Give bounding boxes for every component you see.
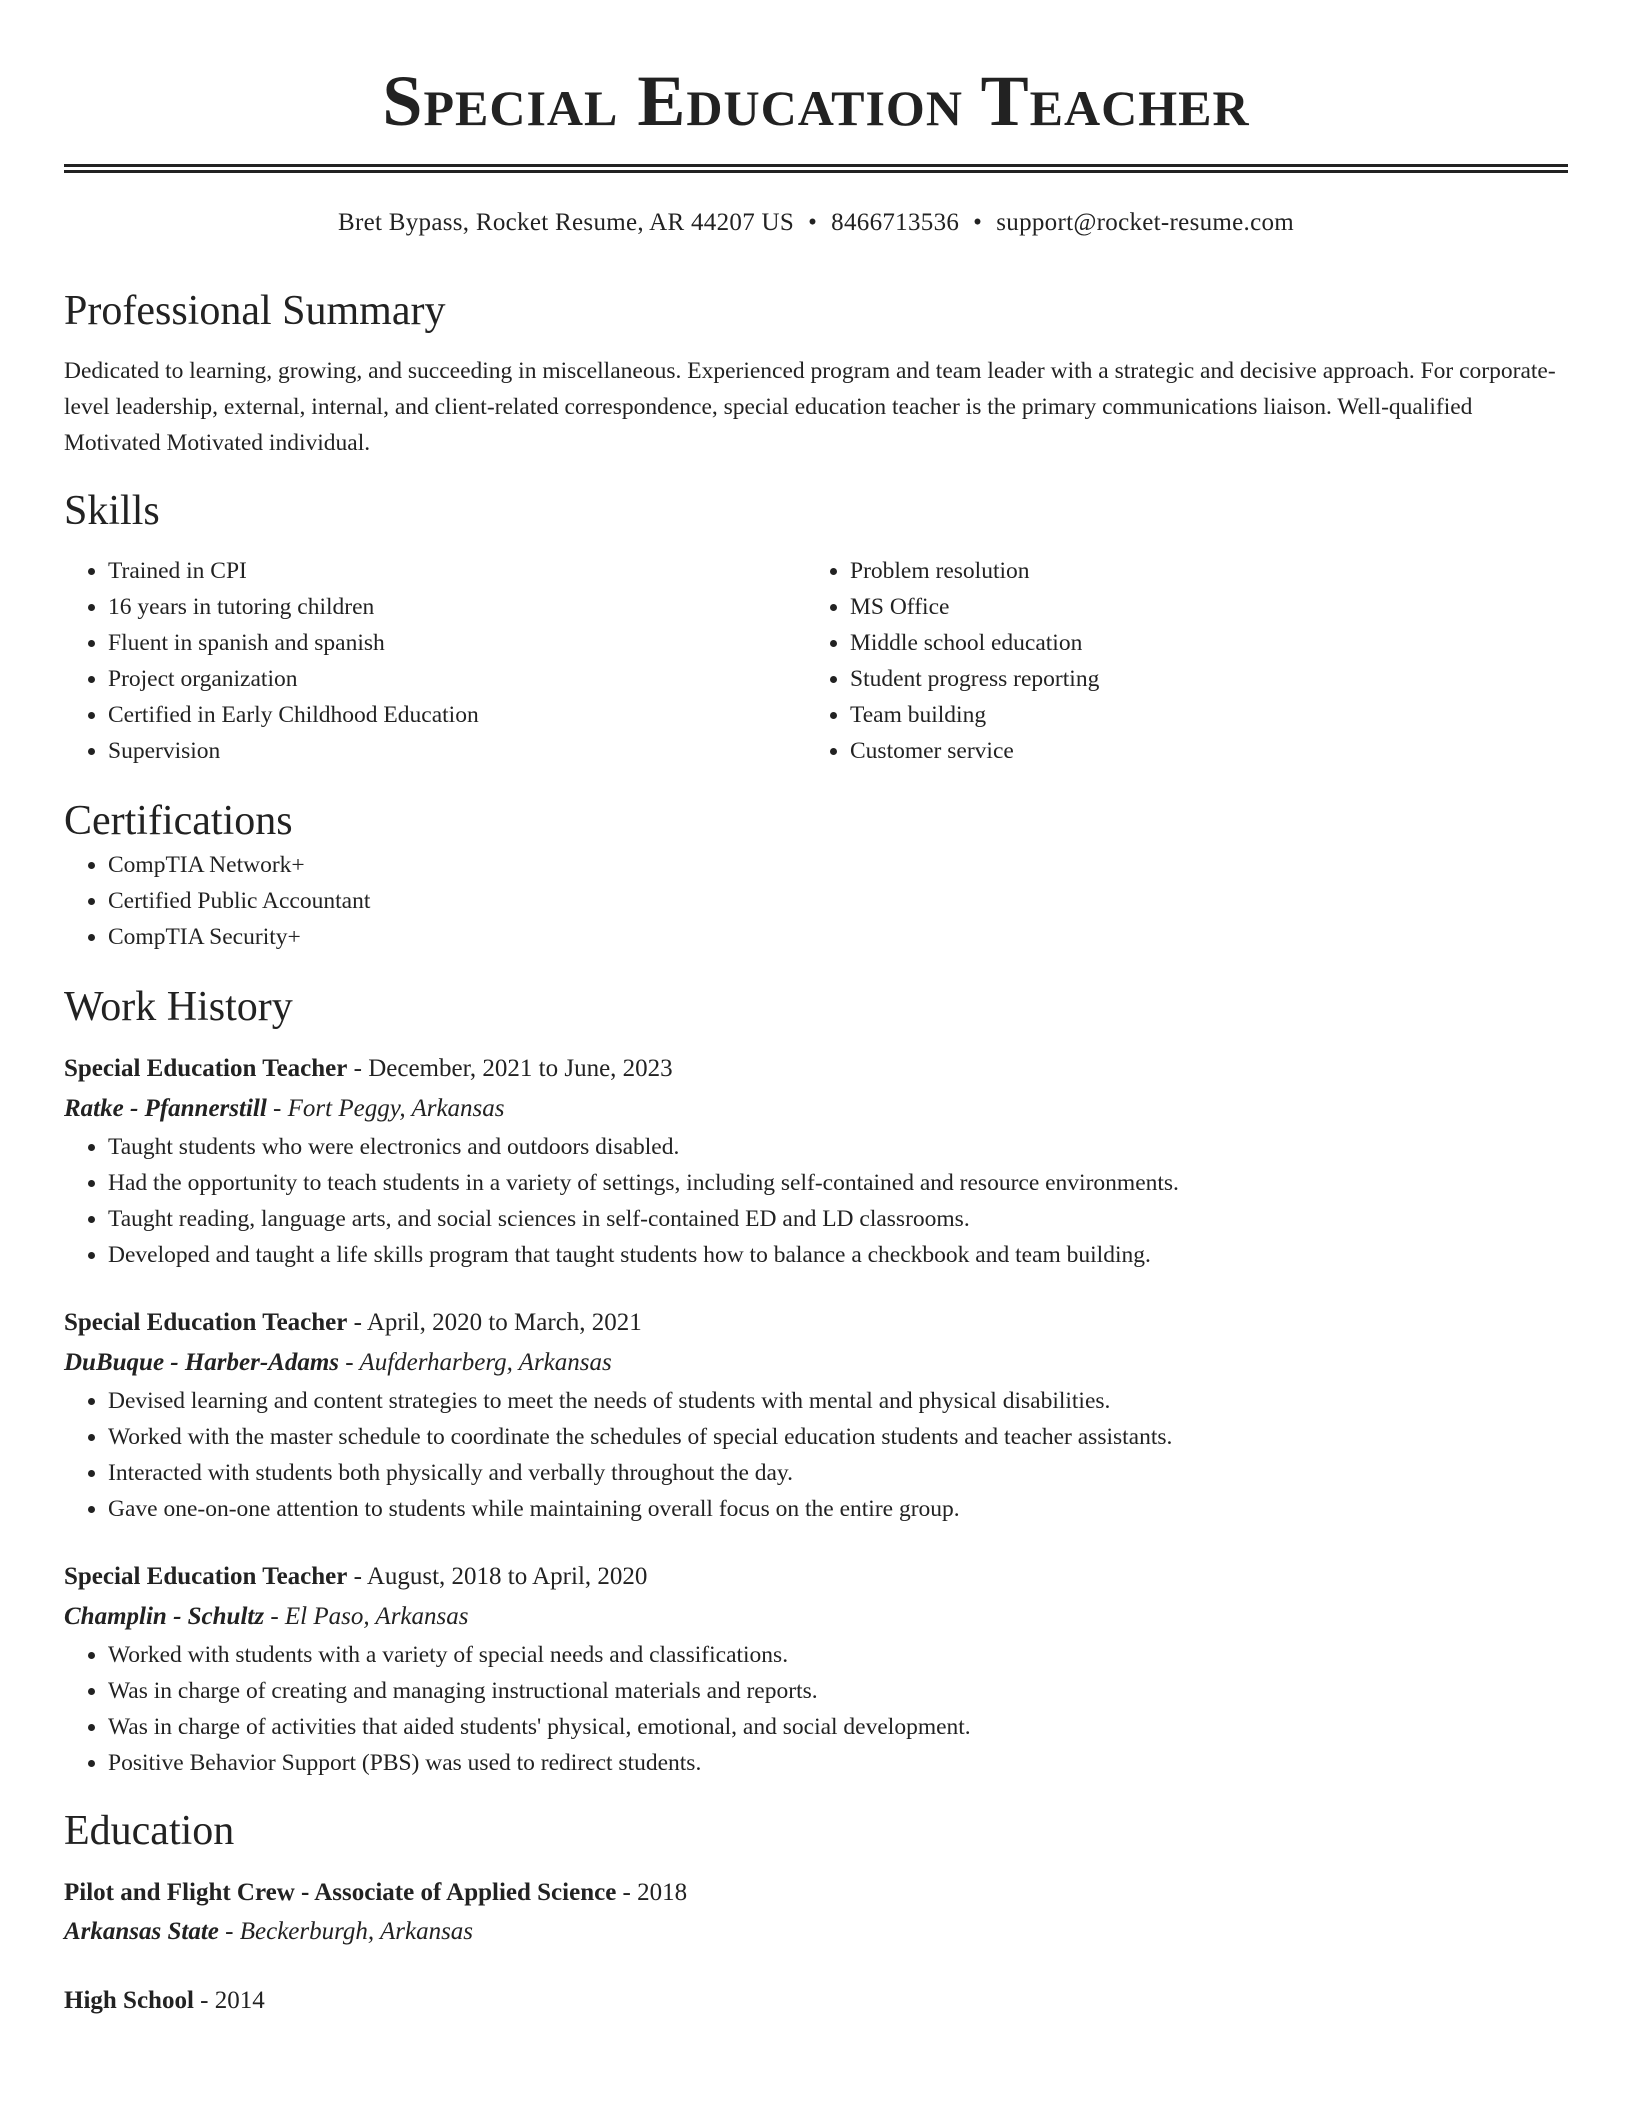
job-duty: • Was in charge of activities that aided students' physical, emotional, and social development. [108, 1709, 1568, 1745]
job-duty: • Was in charge of creating and managing instructional materials and reports. [108, 1673, 1568, 1709]
certification-item: • CompTIA Network+ [108, 847, 1568, 883]
job-title-line [64, 1303, 1568, 1343]
certification-item: • Certified Public Accountant [108, 883, 1568, 919]
education-dash: - [218, 1918, 240, 1945]
summary-text: Dedicated to learning, growing, and succeeding in miscellaneous. Experienced program and team leader with a strategic and decisive approach. For corporate-level leadership, external, internal, and client-related correspondence, special education teacher is the primary communications liaison. Well-qualified Motivated Motivated individual. [64, 358, 1556, 456]
skills-column-left [64, 553, 806, 769]
job-duties-list [64, 1383, 1568, 1527]
job-role: Special Education Teacher [64, 1309, 348, 1336]
education-location: Beckerburgh, Arkansas [239, 1918, 474, 1945]
job-location: Aufderharberg, Arkansas [359, 1349, 612, 1376]
education-heading: Education [64, 1808, 235, 1854]
job-employer: Champlin - Schultz [64, 1603, 265, 1630]
job-duty: • Taught students who were electronics and outdoors disabled. [108, 1129, 1568, 1165]
job-duty: • Developed and taught a life skills program that taught students how to balance a checkbook and team building. [108, 1237, 1568, 1273]
skill-item: • Customer service [850, 733, 1548, 769]
job-employer-line [64, 1597, 1568, 1637]
contact-separator: • [808, 209, 818, 236]
job-duty: • Worked with the master schedule to coordinate the schedules of special education students and teacher assistants. [108, 1419, 1568, 1455]
contact-phone: 8466713536 [831, 209, 960, 236]
job-location: El Paso, Arkansas [284, 1603, 469, 1630]
job-dash: - [264, 1603, 285, 1630]
education-school-line [64, 1913, 1568, 1951]
skill-item: • Fluent in spanish and spanish [108, 625, 806, 661]
skill-item: • Team building [850, 697, 1548, 733]
job-dash: - [266, 1095, 288, 1122]
job-duties-list [64, 1637, 1568, 1781]
resume-title: Special Education Teacher [382, 61, 1250, 141]
skill-item: • Problem resolution [850, 553, 1548, 589]
certifications-heading: Certifications [64, 798, 293, 844]
job-duty: • Had the opportunity to teach students in a variety of settings, including self-contained and resource environments. [108, 1165, 1568, 1201]
education-entry [64, 1873, 1568, 1951]
resume-page [64, 0, 1568, 2021]
education-degree: High School [64, 1987, 194, 2014]
work-history-heading: Work History [64, 984, 293, 1030]
job-employer: Ratke - Pfannerstill [64, 1095, 267, 1122]
contact-separator: • [973, 209, 983, 236]
skill-item: • Student progress reporting [850, 661, 1548, 697]
job-duty: • Gave one-on-one attention to students while maintaining overall focus on the entire group. [108, 1491, 1568, 1527]
skills-columns [64, 553, 1568, 769]
job-role: Special Education Teacher [64, 1055, 348, 1082]
contact-line [64, 207, 1568, 239]
education-degree-line [64, 1873, 1568, 1913]
job-dates: April, 2020 to March, 2021 [366, 1309, 642, 1336]
work-history-section [64, 981, 1568, 1781]
skills-section [64, 485, 1568, 769]
job-dates: December, 2021 to June, 2023 [368, 1055, 673, 1082]
job-duty: • Taught reading, language arts, and social sciences in self-contained ED and LD classrooms. [108, 1201, 1568, 1237]
skills-list-right [806, 553, 1548, 769]
job-entry [64, 1557, 1568, 1781]
job-entry [64, 1303, 1568, 1527]
certifications-list [64, 847, 1568, 955]
education-degree: Pilot and Flight Crew - Associate of Applied Science [64, 1879, 617, 1906]
skill-item: • Middle school education [850, 625, 1548, 661]
job-employer-line [64, 1343, 1568, 1383]
education-dash: - [616, 1879, 638, 1906]
job-duty: • Interacted with students both physically and verbally throughout the day. [108, 1455, 1568, 1491]
certification-item: • CompTIA Security+ [108, 919, 1568, 955]
education-dash: - [193, 1987, 215, 2014]
job-employer-line [64, 1089, 1568, 1129]
education-year: 2014 [214, 1987, 265, 2014]
job-dates: August, 2018 to April, 2020 [366, 1563, 648, 1590]
skill-item: • 16 years in tutoring children [108, 589, 806, 625]
job-duty: • Worked with students with a variety of special needs and classifications. [108, 1637, 1568, 1673]
skills-column-right [806, 553, 1548, 769]
contact-email[interactable]: support@rocket-resume.com [996, 209, 1295, 236]
skill-item: • Project organization [108, 661, 806, 697]
education-entry [64, 1981, 1568, 2021]
skill-item: • MS Office [850, 589, 1548, 625]
skills-list-left [64, 553, 806, 769]
education-degree-line [64, 1981, 1568, 2021]
job-dash: - [339, 1349, 360, 1376]
contact-address: Bret Bypass, Rocket Resume, AR 44207 US [337, 209, 795, 236]
job-dash: - [347, 1055, 369, 1082]
education-school: Arkansas State [64, 1918, 219, 1945]
job-title-line [64, 1557, 1568, 1597]
job-location: Fort Peggy, Arkansas [287, 1095, 505, 1122]
skill-item: • Certified in Early Childhood Education [108, 697, 806, 733]
job-duty: • Positive Behavior Support (PBS) was used to redirect students. [108, 1745, 1568, 1781]
summary-section [64, 285, 1568, 461]
job-employer: DuBuque - Harber-Adams [64, 1349, 340, 1376]
job-duty: • Devised learning and content strategies to meet the needs of students with mental and physical disabilities. [108, 1383, 1568, 1419]
job-role: Special Education Teacher [64, 1563, 348, 1590]
title-divider [64, 164, 1568, 173]
certifications-section [64, 795, 1568, 955]
job-entry [64, 1049, 1568, 1273]
education-year: 2018 [637, 1879, 688, 1906]
education-section [64, 1805, 1568, 2021]
skill-item: • Supervision [108, 733, 806, 769]
job-title-line [64, 1049, 1568, 1089]
job-dash: - [347, 1309, 367, 1336]
job-duties-list [64, 1129, 1568, 1273]
skill-item: • Trained in CPI [108, 553, 806, 589]
summary-heading: Professional Summary [64, 288, 446, 334]
skills-heading: Skills [64, 488, 160, 534]
job-dash: - [347, 1563, 367, 1590]
